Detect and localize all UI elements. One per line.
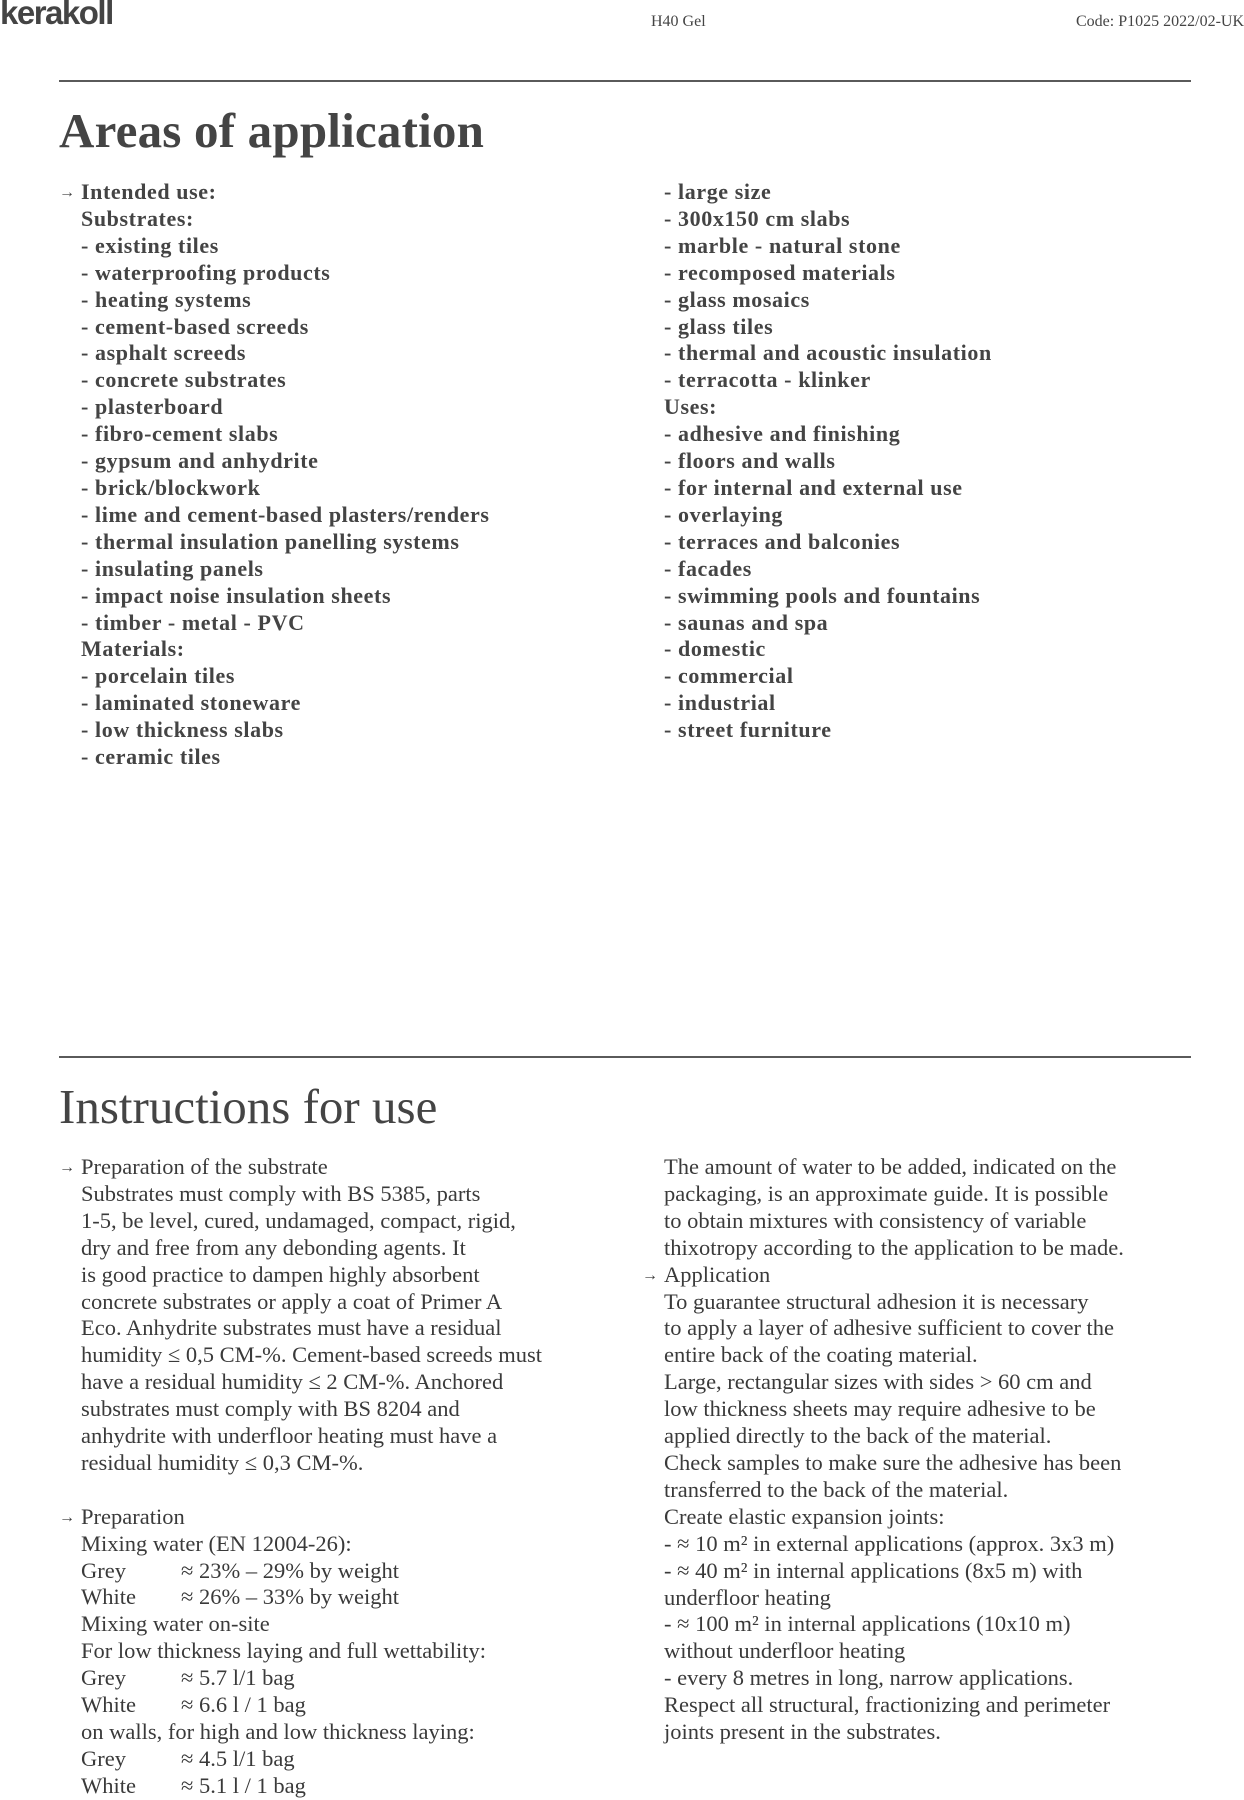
paragraph-line: Check samples to make sure the adhesive has been	[664, 1449, 1122, 1475]
mixing-water-label: Mixing water (EN 12004-26):	[81, 1530, 352, 1556]
list-item: Uses:	[664, 394, 718, 420]
wall-row-grey: Grey ≈ 4.5 l/1 bag	[81, 1745, 295, 1771]
list-item: - terraces and balconies	[664, 528, 901, 554]
list-item: - 300x150 cm slabs	[664, 205, 851, 231]
divider	[59, 1056, 1191, 1058]
paragraph-line: entire back of the coating material.	[664, 1342, 978, 1368]
arrow-right-icon: →	[642, 1266, 658, 1284]
paragraph-line: to apply a layer of adhesive sufficient to cover the	[664, 1315, 1115, 1341]
list-item: - swimming pools and fountains	[664, 582, 981, 608]
list-item: - for internal and external use	[664, 474, 963, 500]
low-row-grey: Grey ≈ 5.7 l/1 bag	[81, 1665, 295, 1691]
list-item: - insulating panels	[81, 555, 264, 581]
paragraph-line: have a residual humidity ≤ 2 CM-%. Anchored	[81, 1369, 504, 1395]
list-item: - low thickness slabs	[81, 717, 284, 743]
list-item: - fibro-cement slabs	[81, 421, 279, 447]
preparation-heading: → Preparation	[81, 1504, 641, 1531]
paragraph-line: without underfloor heating	[664, 1638, 906, 1664]
walls-label: on walls, for high and low thickness laying:	[81, 1719, 475, 1745]
paragraph-line: Eco. Anhydrite substrates must have a residual	[81, 1315, 502, 1341]
list-item: - street furniture	[664, 717, 832, 743]
list-item: - floors and walls	[664, 448, 836, 474]
paragraph-line: - every 8 metres in long, narrow applications.	[664, 1665, 1074, 1691]
arrow-right-icon: →	[59, 184, 76, 201]
paragraph-line: to obtain mixtures with consistency of variable	[664, 1207, 1087, 1233]
paragraph-line: thixotropy according to the application to be made.	[664, 1234, 1124, 1260]
product-name: H40 Gel	[651, 13, 706, 30]
paragraph-line: concrete substrates or apply a coat of Primer A	[81, 1288, 503, 1314]
list-item: - concrete substrates	[81, 367, 287, 393]
list-item: - overlaying	[664, 501, 784, 527]
list-item: - gypsum and anhydrite	[81, 448, 319, 474]
paragraph-line: residual humidity ≤ 0,3 CM-%.	[81, 1449, 364, 1475]
list-item: - laminated stoneware	[81, 690, 301, 716]
areas-right-column	[664, 179, 1224, 744]
divider	[59, 80, 1191, 82]
low-thickness-label: For low thickness laying and full wettability:	[81, 1638, 486, 1664]
arrow-right-icon: →	[59, 1508, 75, 1526]
mix-row-grey: Grey ≈ 23% – 29% by weight	[81, 1557, 399, 1583]
list-item: - glass mosaics	[664, 286, 810, 312]
instructions-right-column	[642, 1154, 1244, 1746]
areas-left-column	[59, 179, 641, 771]
application-heading: → Application	[664, 1262, 1244, 1289]
substrate-heading: → Preparation of the substrate	[81, 1154, 641, 1181]
low-row-white: White ≈ 6.6 l / 1 bag	[81, 1692, 306, 1718]
list-item: - saunas and spa	[664, 609, 829, 635]
list-item: - glass tiles	[664, 313, 774, 339]
list-item: - impact noise insulation sheets	[81, 582, 392, 608]
list-item: - commercial	[664, 663, 794, 689]
list-item: - recomposed materials	[664, 259, 896, 285]
paragraph-line: transferred to the back of the material.	[664, 1476, 1009, 1502]
instructions-title: Instructions for use	[59, 1079, 438, 1134]
paragraph-line: The amount of water to be added, indicated on the	[664, 1154, 1117, 1179]
paragraph-line: is good practice to dampen highly absorbent	[81, 1261, 480, 1287]
paragraph-line: Large, rectangular sizes with sides > 60 cm and	[664, 1369, 1092, 1395]
list-item: - plasterboard	[81, 394, 224, 420]
paragraph-line: humidity ≤ 0,5 CM-%. Cement-based screeds must	[81, 1342, 543, 1368]
paragraph-line: - ≈ 40 m² in internal applications (8x5 m) with	[664, 1557, 1083, 1583]
list-item: - asphalt screeds	[81, 340, 247, 366]
paragraph-line: applied directly to the back of the material.	[664, 1423, 1052, 1449]
paragraph-line: Substrates must comply with BS 5385, parts	[81, 1180, 481, 1206]
paragraph-line: substrates must comply with BS 8204 and	[81, 1396, 460, 1422]
instructions-left-column	[59, 1154, 641, 1800]
list-item: - heating systems	[81, 286, 252, 312]
paragraph-line: - ≈ 100 m² in internal applications (10x10 m)	[664, 1611, 1071, 1637]
list-item: - large size	[664, 179, 772, 204]
list-item: Substrates:	[81, 205, 194, 231]
list-item: - terracotta - klinker	[664, 367, 871, 393]
paragraph-line: low thickness sheets may require adhesive to be	[664, 1396, 1096, 1422]
arrow-right-icon: →	[59, 1159, 75, 1176]
list-item: - adhesive and finishing	[664, 421, 901, 447]
list-item: - waterproofing products	[81, 259, 331, 285]
list-item: - existing tiles	[81, 232, 219, 258]
paragraph-line: Create elastic expansion joints:	[664, 1503, 945, 1529]
document-code: Code: P1025 2022/02-UK	[1076, 13, 1244, 30]
list-item: - industrial	[664, 690, 776, 716]
paragraph-line: To guarantee structural adhesion it is necessary	[664, 1288, 1089, 1314]
list-item: → Intended use:	[81, 179, 641, 206]
list-item: Materials:	[81, 636, 185, 662]
list-item: - ceramic tiles	[81, 744, 221, 770]
list-item: - marble - natural stone	[664, 232, 901, 258]
list-item: - thermal and acoustic insulation	[664, 340, 992, 366]
list-item: - domestic	[664, 636, 766, 662]
list-item: - timber - metal - PVC	[81, 609, 305, 635]
onsite-label: Mixing water on-site	[81, 1611, 270, 1637]
wall-row-white: White ≈ 5.1 l / 1 bag	[81, 1772, 306, 1798]
paragraph-line: 1-5, be level, cured, undamaged, compact, rigid,	[81, 1207, 516, 1233]
paragraph-line: anhydrite with underfloor heating must have a	[81, 1423, 498, 1449]
paragraph-line: packaging, is an approximate guide. It is possible	[664, 1180, 1109, 1206]
paragraph-line: Respect all structural, fractionizing and perimeter	[664, 1692, 1111, 1718]
kerakoll-logo: kerakoll	[0, 0, 113, 31]
paragraph-line: dry and free from any debonding agents. It	[81, 1234, 466, 1260]
paragraph-line: underfloor heating	[664, 1584, 831, 1610]
list-item: - thermal insulation panelling systems	[81, 528, 460, 554]
list-item: - porcelain tiles	[81, 663, 235, 689]
paragraph-line: joints present in the substrates.	[664, 1719, 941, 1745]
list-item: - lime and cement-based plasters/renders	[81, 501, 490, 527]
list-item: - brick/blockwork	[81, 474, 261, 500]
spacer	[81, 1477, 641, 1504]
areas-title: Areas of application	[59, 103, 485, 158]
paragraph-line: - ≈ 10 m² in external applications (approx. 3x3 m)	[664, 1530, 1115, 1556]
list-item: - cement-based screeds	[81, 313, 309, 339]
list-item: - facades	[664, 555, 752, 581]
mix-row-white: White ≈ 26% – 33% by weight	[81, 1584, 399, 1610]
